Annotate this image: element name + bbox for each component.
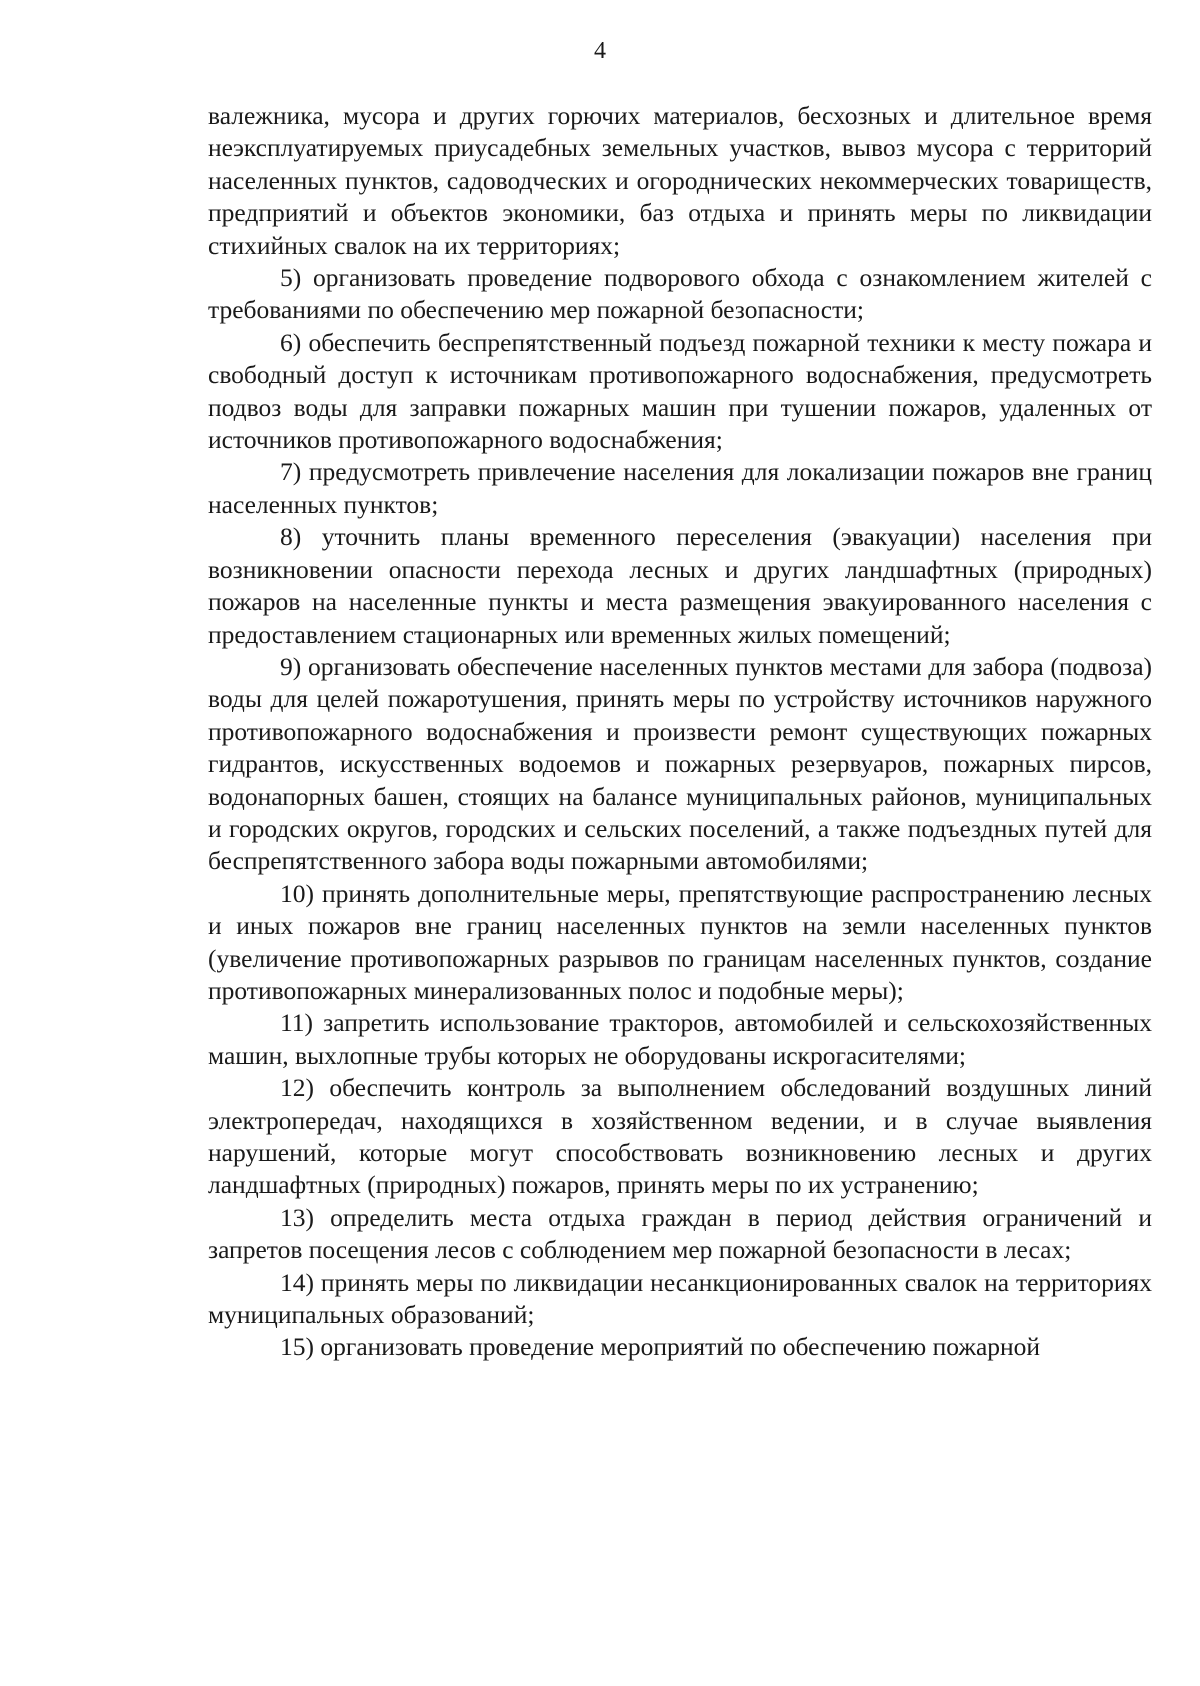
paragraph-item-10: 10) принять дополнительные меры, препятствующие распространению лесных и иных пожаров вне границ населенных пунктов на земли населенных пунктов (увеличение противопожарных разрывов по границам населенных пунктов, создание противопожарных минерализованных полос и подобные меры); <box>208 878 1152 1005</box>
paragraph-item-8: 8) уточнить планы временного переселения (эвакуации) населения при возникновении опасности перехода лесных и других ландшафтных (природных) пожаров на населенные пункты и места размещения эвакуированного населения с предоставлением стационарных или временных жилых помещений; <box>208 522 1152 649</box>
paragraph-item-14: 14) принять меры по ликвидации несанкционированных свалок на территориях муниципальных образований; <box>208 1267 1152 1330</box>
paragraph-item-7: 7) предусмотреть привлечение населения для локализации пожаров вне границ населенных пунктов; <box>208 457 1152 519</box>
page-number: 4 <box>594 38 606 64</box>
paragraph-item-5: 5) организовать проведение подворового обхода с ознакомлением жителей с требованиями по обеспечению мер пожарной безопасности; <box>208 263 1152 325</box>
paragraph-item-11: 11) запретить использование тракторов, автомобилей и сельскохозяйственных машин, выхлопные трубы которых не оборудованы искрогасителями; <box>208 1008 1152 1070</box>
paragraph-continuation: валежника, мусора и других горючих материалов, бесхозных и длительное время неэксплуатируемых приусадебных земельных участков, вывоз мусора с территорий населенных пунктов, садоводческих и огороднических некоммерческих товариществ, предприятий и объектов экономики, баз отдыха и принять меры по ликвидации стихийных свалок на их территориях; <box>208 101 1152 260</box>
paragraph-item-9: 9) организовать обеспечение населенных пунктов местами для забора (подвоза) воды для целей пожаротушения, принять меры по устройству источников наружного противопожарного водоснабжения и произвести ремонт существующих пожарных гидрантов, искусственных водоемов и пожарных резервуаров, пожарных пирсов, водонапорных башен, стоящих на балансе муниципальных районов, муниципальных и городских округов, городских и сельских поселений, а также подъездных путей для беспрепятственного забора воды пожарными автомобилями; <box>208 651 1152 876</box>
paragraph-item-12: 12) обеспечить контроль за выполнением обследований воздушных линий электропередач, находящихся в хозяйственном ведении, и в случае выявления нарушений, которые могут способствовать возникновению лесных и других ландшафтных (природных) пожаров, принять меры по их устранению; <box>208 1073 1152 1200</box>
document-body <box>208 100 1152 1364</box>
paragraph-item-6: 6) обеспечить беспрепятственный подъезд пожарной техники к месту пожара и свободный доступ к источникам противопожарного водоснабжения, предусмотреть подвоз воды для заправки пожарных машин при тушении пожаров, удаленных от источников противопожарного водоснабжения; <box>208 327 1152 455</box>
paragraph-item-15: 15) организовать проведение мероприятий по обеспечению пожарной <box>280 1332 1041 1362</box>
paragraph-item-13: 13) определить места отдыха граждан в период действия ограничений и запретов посещения лесов с соблюдением мер пожарной безопасности в лесах; <box>208 1202 1152 1265</box>
